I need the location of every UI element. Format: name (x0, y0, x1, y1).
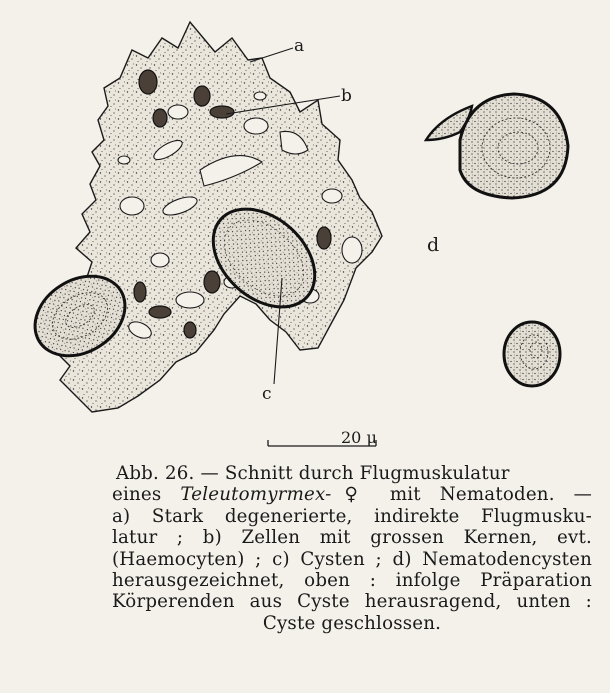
caption-line-2 (112, 484, 592, 505)
caption-line-4: latur ; b) Zellen mit grossen Kernen, evt. (112, 527, 592, 549)
caption-line-2-pre: eines (112, 484, 181, 506)
label-c: c (262, 384, 272, 404)
caption-line-6: herausgezeichnet, oben : infolge Präparation (112, 570, 592, 592)
label-b: b (341, 86, 352, 106)
caption-line-8: Cyste geschlossen. (262, 612, 442, 634)
muscle-tissue (52, 22, 382, 412)
nematode-cyst-bottom (504, 322, 560, 386)
label-a: a (294, 36, 305, 56)
caption-line-5: (Haemocyten) ; c) Cysten ; d) Nematodencysten (112, 548, 592, 570)
label-d: d (427, 234, 440, 256)
caption-genus: Teleutomyrmex- (180, 484, 332, 506)
caption-line-1: Abb. 26. — Schnitt durch Flugmuskulatur (116, 463, 510, 484)
scale-bar-label: 20 µ (341, 428, 377, 447)
caption-line-2-post: ♀ mit Nematoden. — (331, 484, 592, 506)
caption-line-7: Körperenden aus Cyste herausragend, unten : (112, 591, 592, 613)
figure-caption (112, 463, 592, 634)
caption-line-3: a) Stark degenerierte, indirekte Flugmusku- (112, 505, 592, 527)
nematode-cyst-top (426, 94, 568, 198)
